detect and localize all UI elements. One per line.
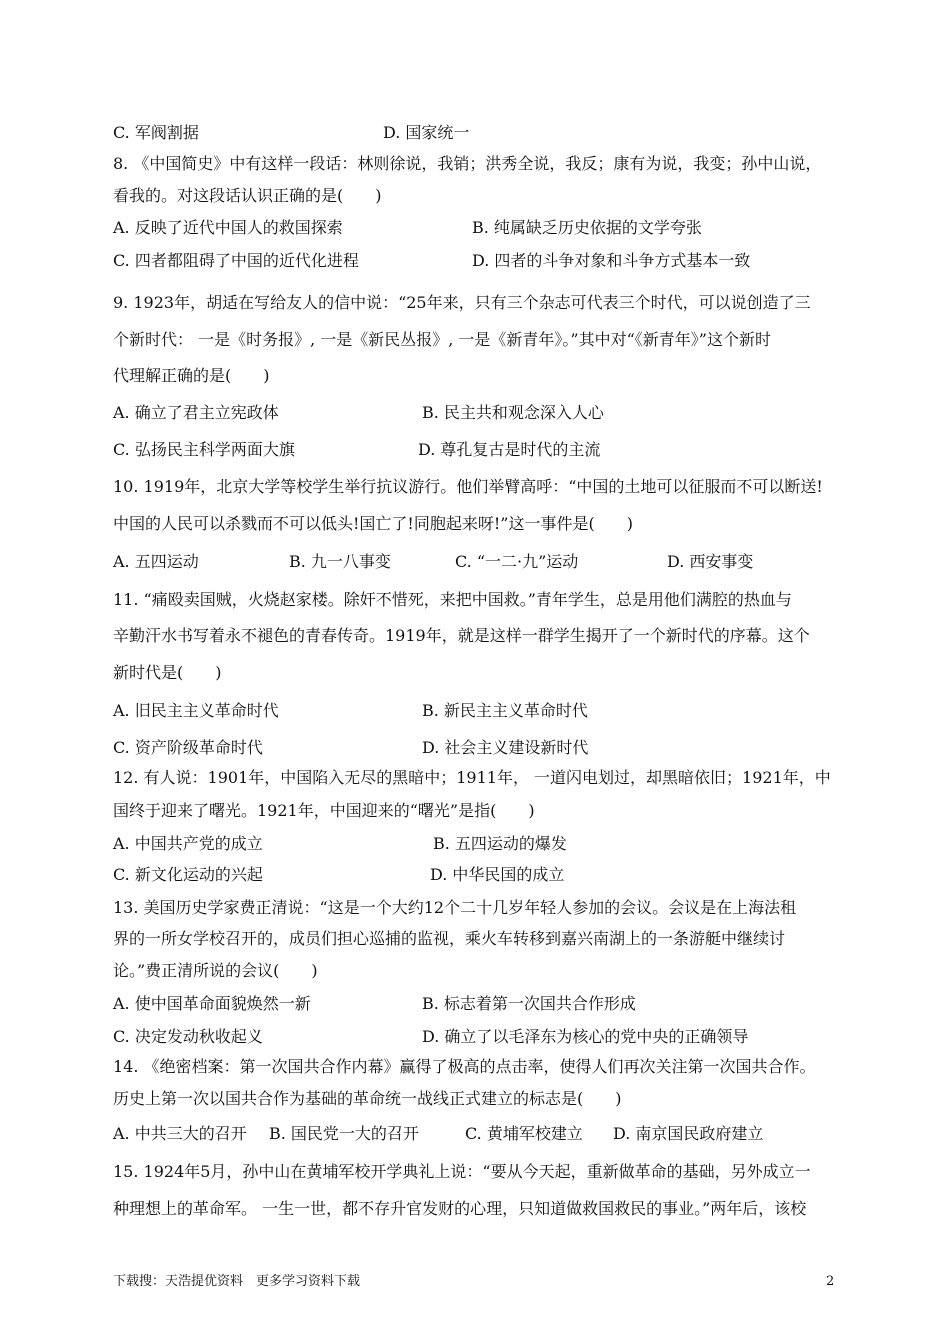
q13-option-b: B. 标志着第一次国共合作形成: [422, 994, 636, 1013]
q9-option-d: D. 尊孔复古是时代的主流: [418, 440, 601, 459]
q11-option-d: D. 社会主义建设新时代: [422, 738, 589, 757]
q14-option-a: A. 中共三大的召开: [113, 1124, 247, 1143]
q11-stem-line3: 新时代是( ): [113, 663, 222, 682]
q12-option-a: A. 中国共产党的成立: [113, 834, 263, 853]
page-number: 2: [826, 1274, 835, 1289]
q13-stem-line2: 界的一所女学校召开的，成员们担心巡捕的监视，乘火车转移到嘉兴南湖上的一条游艇中继续讨: [113, 929, 786, 948]
q9-stem-line1: 9. 1923年，胡适在写给友人的信中说：“25年来，只有三个杂志可代表三个时代，可以说创造了三: [113, 293, 811, 312]
q15-stem-line1: 15. 1924年5月，孙中山在黄埔军校开学典礼上说：“要从今天起，重新做革命的基础，另外成立一: [113, 1162, 811, 1181]
q14-stem-line1: 14. 《绝密档案：第一次国共合作内幕》赢得了极高的点击率，使得人们再次关注第一次国共合作。: [113, 1057, 816, 1076]
q10-stem-line2: 中国的人民可以杀戮而不可以低头!国亡了!同胞起来呀!”这一事件是( ): [113, 514, 633, 533]
q12-option-c: C. 新文化运动的兴起: [113, 865, 263, 884]
q13-stem-line1: 13. 美国历史学家费正清说：“这是一个大约12个二十几岁年轻人参加的会议。会议是在上海法租: [113, 898, 797, 917]
q11-option-c: C. 资产阶级革命时代: [113, 738, 263, 757]
q14-option-c: C. 黄埔军校建立: [465, 1124, 583, 1143]
q14-option-b: B. 国民党一大的召开: [269, 1124, 419, 1143]
q12-stem-line2: 国终于迎来了曙光。1921年，中国迎来的“曙光”是指( ): [113, 801, 535, 820]
q14-option-d: D. 南京国民政府建立: [613, 1124, 764, 1143]
q12-stem-line1: 12. 有人说：1901年，中国陷入无尽的黑暗中；1911年， 一道闪电划过，却黑暗依旧；1921年，中: [113, 768, 831, 787]
q9-stem-line3: 代理解正确的是( ): [113, 366, 270, 385]
q8-stem-line1: 8. 《中国简史》中有这样一段话：林则徐说，我销；洪秀全说，我反；康有为说，我变；孙中山说，: [113, 154, 822, 173]
q9-option-c: C. 弘扬民主科学两面大旗: [113, 440, 295, 459]
q13-option-a: A. 使中国革命面貌焕然一新: [113, 994, 311, 1013]
q7-option-d: D. 国家统一: [383, 123, 470, 142]
q12-option-b: B. 五四运动的爆发: [433, 834, 567, 853]
q9-stem-line2: 个新时代： 一是《时务报》, 一是《新民丛报》, 一是《新青年》。”其中对“《新青年》”这个新时: [113, 330, 771, 349]
q10-stem-line1: 10. 1919年，北京大学等校学生举行抗议游行。他们举臂高呼：“中国的土地可以征服而不可以断送!: [113, 477, 823, 496]
q9-option-b: B. 民主共和观念深入人心: [422, 403, 604, 422]
q10-option-a: A. 五四运动: [113, 552, 199, 571]
q11-option-a: A. 旧民主主义革命时代: [113, 701, 279, 720]
q10-option-d: D. 西安事变: [667, 552, 754, 571]
q13-option-c: C. 决定发动秋收起义: [113, 1027, 263, 1046]
q11-stem-line1: 11. “痛殴卖国贼，火烧赵家楼。除奸不惜死，来把中国救。”青年学生，总是用他们满腔的热血与: [113, 590, 792, 609]
footer-download-note: 下载搜：天浩提优资料 更多学习资料下载: [113, 1274, 361, 1289]
q13-option-d: D. 确立了以毛泽东为核心的党中央的正确领导: [422, 1027, 749, 1046]
q7-option-c: C. 军阀割据: [113, 123, 199, 142]
q8-option-a: A. 反映了近代中国人的救国探索: [113, 218, 343, 237]
q15-stem-line2: 种理想上的革命军。 一生一世，都不存升官发财的心理，只知道做救国救民的事业。”两年后，该校: [113, 1199, 807, 1218]
q12-option-d: D. 中华民国的成立: [430, 865, 565, 884]
q14-stem-line2: 历史上第一次以国共合作为基础的革命统一战线正式建立的标志是( ): [113, 1089, 622, 1108]
q8-option-c: C. 四者都阻碍了中国的近代化进程: [113, 251, 359, 270]
q13-stem-line3: 论。”费正清所说的会议( ): [113, 961, 318, 980]
q11-option-b: B. 新民主主义革命时代: [422, 701, 588, 720]
q11-stem-line2: 辛勤汗水书写着永不褪色的青春传奇。1919年，就是这样一群学生揭开了一个新时代的序幕。这个: [113, 626, 810, 645]
q10-option-b: B. 九一八事变: [289, 552, 391, 571]
q8-option-d: D. 四者的斗争对象和斗争方式基本一致: [472, 251, 751, 270]
q8-option-b: B. 纯属缺乏历史依据的文学夸张: [472, 218, 702, 237]
q8-stem-line2: 看我的。对这段话认识正确的是( ): [113, 186, 382, 205]
q10-option-c: C. “一二·九”运动: [455, 552, 579, 571]
q9-option-a: A. 确立了君主立宪政体: [113, 403, 279, 422]
